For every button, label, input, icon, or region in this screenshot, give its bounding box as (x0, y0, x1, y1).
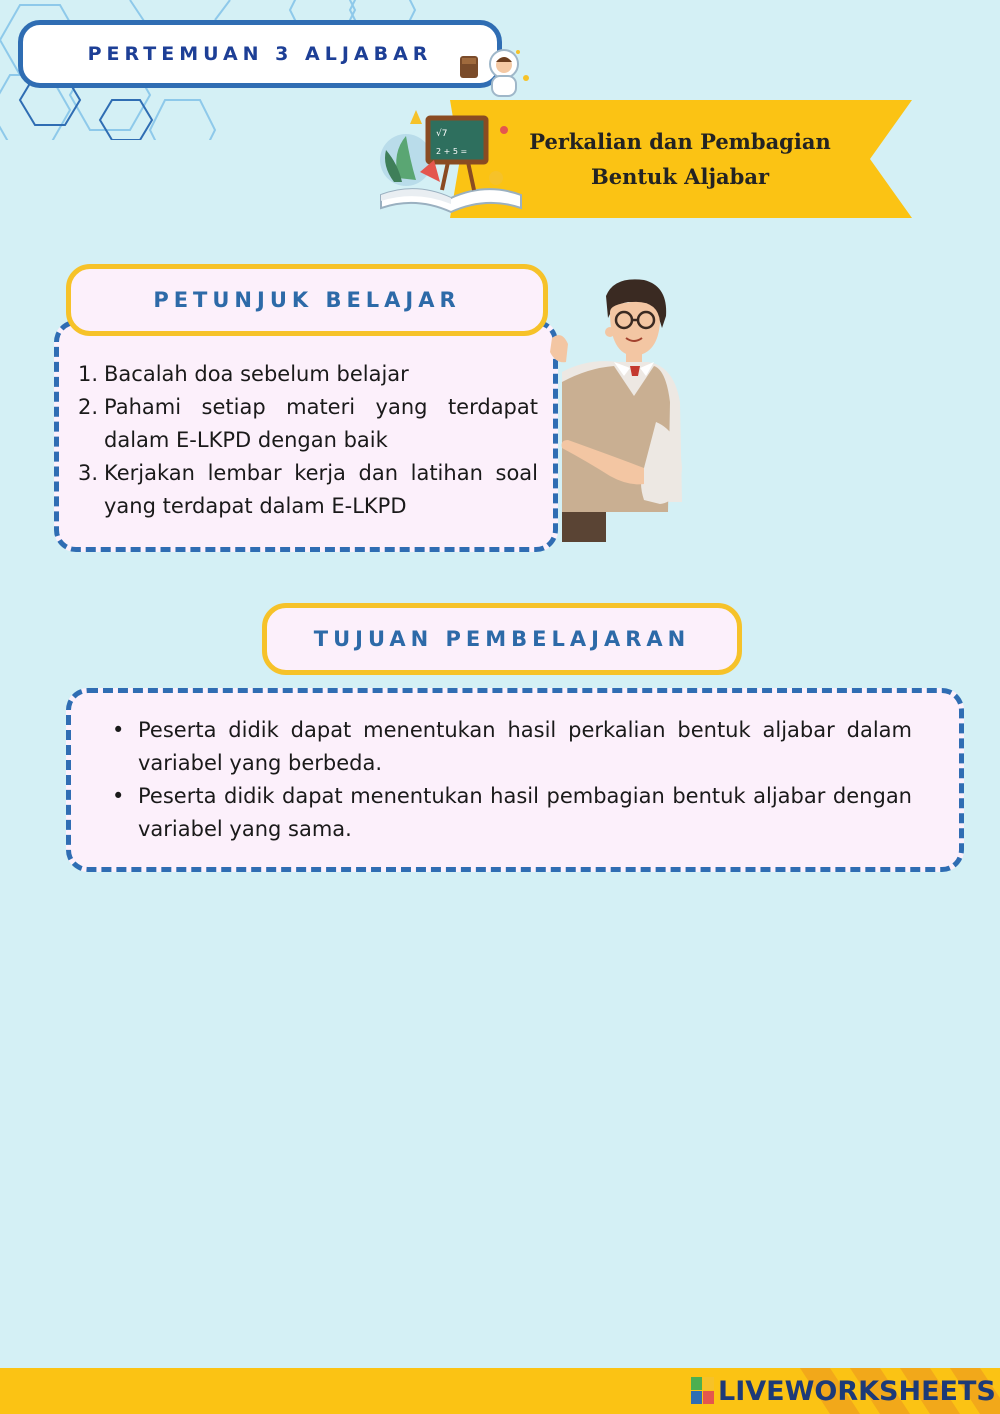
svg-text:2 + 5 =: 2 + 5 = (436, 147, 468, 156)
study-instructions-list (78, 358, 538, 523)
list-item (78, 457, 538, 523)
list-text: Bacalah doa sebelum belajar (104, 362, 409, 386)
study-instructions-heading (66, 264, 548, 336)
topic-title-line1: Perkalian dan Pembagian (529, 129, 831, 154)
topic-title-line2: Bentuk Aljabar (590, 164, 770, 189)
meeting-header (18, 20, 502, 88)
list-text: Peserta didik dapat menentukan hasil perkalian bentuk aljabar dalam variabel yang berbeda. (138, 718, 912, 775)
meeting-title: PERTEMUAN 3 ALJABAR (87, 43, 433, 65)
liveworksheets-logo-icon (690, 1376, 716, 1406)
bullet-icon: • (112, 784, 125, 808)
list-item (78, 358, 538, 391)
learning-objectives-title: TUJUAN PEMBELAJARAN (313, 627, 691, 651)
study-instructions-title: PETUNJUK BELAJAR (153, 288, 461, 312)
list-text: Pahami setiap materi yang terdapat dalam E-LKPD dengan baik (104, 395, 538, 452)
teacher-illustration (548, 272, 688, 546)
learning-objectives-list (106, 714, 912, 846)
list-number: 2. (78, 395, 99, 419)
liveworksheets-logo[interactable] (690, 1372, 996, 1410)
list-number: 1. (78, 362, 99, 386)
list-item (106, 780, 912, 846)
svg-text:√7: √7 (436, 129, 448, 139)
bullet-icon: • (112, 718, 125, 742)
list-text: Kerjakan lembar kerja dan latihan soal yang terdapat dalam E-LKPD (104, 461, 538, 518)
astronaut-icon (452, 42, 532, 106)
liveworksheets-logo-text: LIVEWORKSHEETS (718, 1375, 996, 1407)
topic-title (500, 124, 860, 194)
list-number: 3. (78, 461, 99, 485)
learning-objectives-heading (262, 603, 742, 675)
list-text: Peserta didik dapat menentukan hasil pembagian bentuk aljabar dengan variabel yang sama. (138, 784, 912, 841)
list-item (106, 714, 912, 780)
list-item (78, 391, 538, 457)
